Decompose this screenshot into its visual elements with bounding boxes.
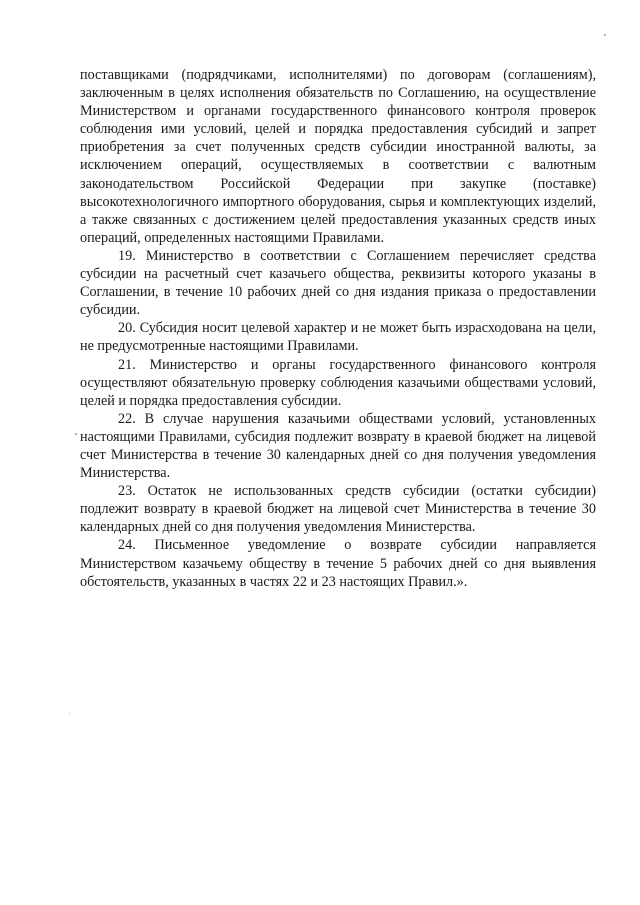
- paragraph-22: 22. В случае нарушения казачьими обществами условий, установленных настоящими Правилами, субсидия подлежит возврату в краевой бюджет на лицевой счет Министерства в течение 30 календарных дней со дня получения уведомления Министерства.: [80, 410, 596, 482]
- paragraph-continuation: поставщиками (подрядчиками, исполнителями) по договорам (соглашениям), заключенным в целях исполнения обязательств по Соглашению, на осуществление Министерством и органами государственного финансового контроля проверок соблюдения ими условий, целей и порядка предоставления субсидий и запрет приобретения за счет полученных средств субсидии иностранной валюты, за исключением операций, осуществляемых в соответствии с валютным законодательством Российской Федерации при закупке (поставке) высокотехнологичного импортного оборудования, сырья и комплектующих изделий, а также связанных с достижением целей предоставления указанных средств иных операций, определенных настоящими Правилами.: [80, 67, 596, 246]
- paragraph-21: 21. Министерство и органы государственного финансового контроля осуществляют обязательную проверку соблюдения казачьими обществами условий, целей и порядка предоставления субсидии.: [80, 356, 596, 409]
- scan-speck: [69, 713, 70, 714]
- document-body: [80, 66, 596, 591]
- paragraph-20: 20. Субсидия носит целевой характер и не может быть израсходована на цели, не предусмотренные настоящими Правилами.: [80, 320, 596, 355]
- scan-speck: [604, 34, 606, 36]
- paragraph-23: 23. Остаток не использованных средств субсидии (остатки субсидии) подлежит возврату в краевой бюджет на лицевой счет Министерства в течение 30 календарных дней со дня получения уведомления Министерства.: [80, 483, 596, 536]
- paragraph-24: 24. Письменное уведомление о возврате субсидии направляется Министерством казачьему обществу в течение 5 рабочих дней со дня выявления обстоятельств, указанных в частях 22 и 23 настоящих Правил.».: [80, 537, 596, 590]
- scan-speck: [75, 433, 77, 435]
- paragraph-19: 19. Министерство в соответствии с Соглашением перечисляет средства субсидии на расчетный счет казачьего общества, реквизиты которого указаны в Соглашении, в течение 10 рабочих дней со дня издания приказа о предоставлении субсидии.: [80, 247, 596, 319]
